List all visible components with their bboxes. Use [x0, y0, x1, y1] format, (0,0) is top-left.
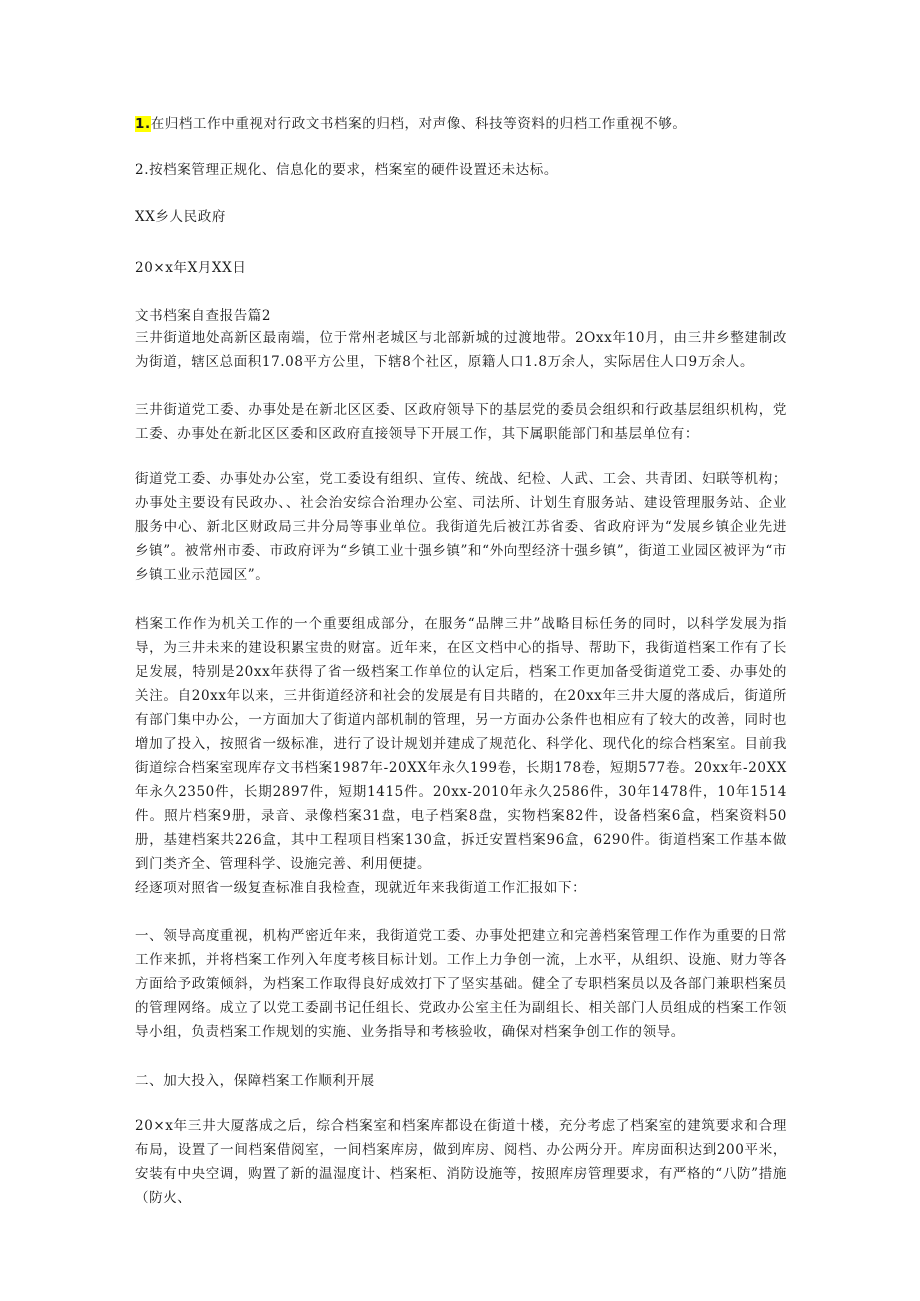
issue-date: 20×x年X月XX日 — [135, 260, 247, 276]
list-item-1-text: 在归档工作中重视对行政文书档案的归档，对声像、科技等资料的归档工作重视不够。 — [150, 116, 687, 132]
section-title: 文书档案自查报告篇2 — [135, 308, 272, 324]
paragraph-organization: 三井街道党工委、办事处是在新北区区委、区政府领导下的基层党的委员会组织和行政基层组织机构，党工委、办事处在新北区区委和区政府直接领导下开展工作，其下属职能部门和基层单位有： — [135, 402, 787, 442]
paragraph-departments: 街道党工委、办事处办公室，党工委设有组织、宣传、统战、纪检、人武、工会、共青团、妇联等机构；办事处主要设有民政办、、社会治安综合治理办公室、司法所、计划生育服务站、建设管理服务站、企业服务中心、新北区财政局三井分局等事业单位。我街道先后被江苏省委、省政府评为“发展乡镇企业先进乡镇”。被常州市委、市政府评为“乡镇工业十强乡镇”和“外向型经济十强乡镇”，街道工业园区被评为“市乡镇工业示范园区”。 — [135, 471, 787, 583]
paragraph-investment-heading: 二、加大投入，保障档案工作顺利开展 — [135, 1073, 375, 1089]
list-item-1-number: 1. — [135, 116, 151, 132]
paragraph-investment: 20×x年三井大厦落成之后，综合档案室和档案库都设在街道十楼，充分考虑了档案室的建筑要求和合理布局，设置了一间档案借阅室，一间档案库房，做到库房、阅档、办公两分开。库房面积达到200平米，安装有中央空调，购置了新的温湿度计、档案柜、消防设施等，按照库房管理要求，有严格的“八防”措施（防火、 — [135, 1118, 787, 1206]
paragraph-leadership: 一、领导高度重视，机构严密近年来，我街道党工委、办事处把建立和完善档案管理工作作为重要的日常工作来抓，并将档案工作列入年度考核目标计划。工作上力争创一流，上水平，从组织、设施、财力等各方面给予政策倾斜，为档案工作取得良好成效打下了坚实基础。健全了专职档案员以及各部门兼职档案员的管理网络。成立了以党工委副书记任组长、党政办公室主任为副组长、相关部门人员组成的档案工作领导小组，负责档案工作规划的实施、业务指导和考核验收，确保对档案争创工作的领导。 — [135, 928, 787, 1040]
paragraph-archive-status: 档案工作作为机关工作的一个重要组成部分，在服务“品牌三井”战略目标任务的同时，以科学发展为指导，为三井未来的建设积累宝贵的财富。近年来，在区文档中心的指导、帮助下，我街道档案工作有了长足发展，特别是20xx年获得了省一级档案工作单位的认定后，档案工作更加备受街道党工委、办事处的关注。自20xx年以来，三井街道经济和社会的发展是有目共睹的，在20xx年三井大厦的落成后，街道所有部门集中办公，一方面加大了街道内部机制的管理，另一方面办公条件也相应有了较大的改善，同时也增加了投入，按照省一级标准，进行了设计规划并建成了规范化、科学化、现代化的综合档案室。目前我街道综合档案室现库存文书档案1987年-20XX年永久199卷，长期178卷，短期577卷。20xx年-20XX年永久2350件，长期2897件，短期1415件。20xx-2010年永久2586件，30年1478件，10年1514件。照片档案9册，录音、录像档案31盘，电子档案8盘，实物档案82件，设备档案6盒，档案资料50册，基建档案共226盒，其中工程项目档案130盒，拆迁安置档案96盒，6290件。街道档案工作基本做到门类齐全、管理科学、设施完善、利用便捷。 — [135, 616, 787, 872]
list-item-2: 2.按档案管理正规化、信息化的要求，档案室的硬件设置还未达标。 — [135, 162, 558, 178]
paragraph-overview: 三井街道地处高新区最南端，位于常州老城区与北部新城的过渡地带。2Oxx年10月，由三井乡整建制改为街道，辖区总面积17.08平方公里，下辖8个社区，原籍人口1.8万余人，实际居住人口9万余人。 — [135, 330, 787, 370]
issuing-organization: XX乡人民政府 — [135, 209, 226, 225]
paragraph-self-check: 经逐项对照省一级复查标准自我检查，现就近年来我街道工作汇报如下： — [135, 880, 587, 896]
list-item-1 — [135, 114, 687, 134]
